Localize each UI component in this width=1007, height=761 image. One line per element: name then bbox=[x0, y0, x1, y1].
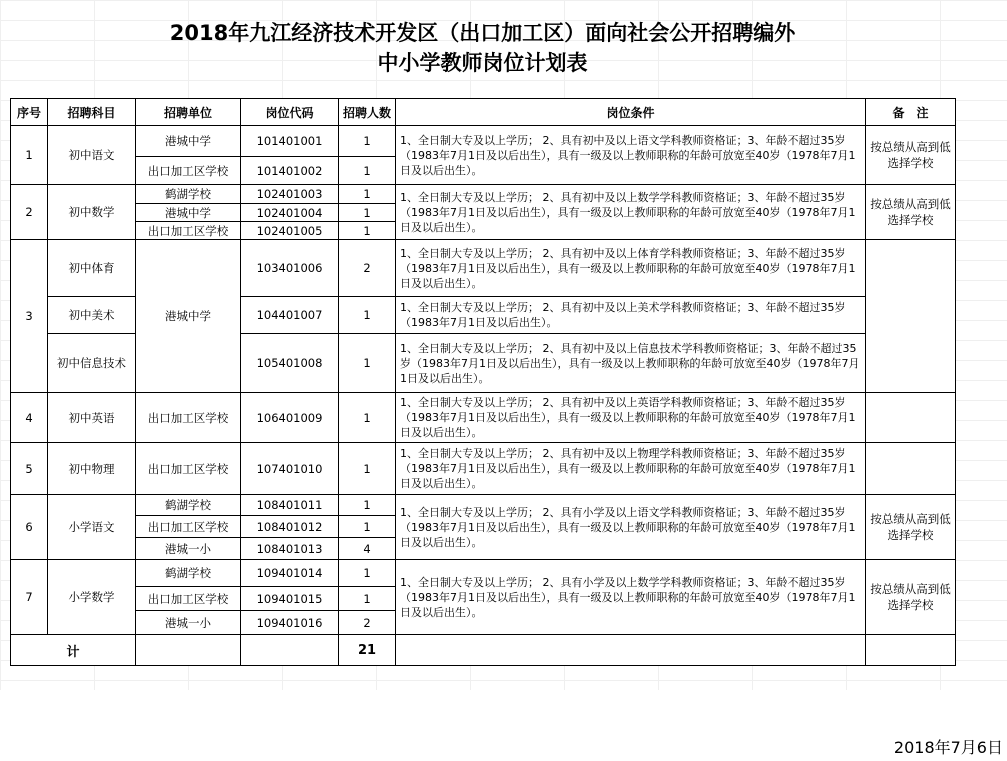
unit-cell: 港城中学 bbox=[136, 126, 241, 157]
unit-cell: 港城一小 bbox=[136, 538, 241, 560]
count-cell: 1 bbox=[339, 587, 396, 611]
unit-cell: 出口加工区学校 bbox=[136, 516, 241, 538]
condition-cell: 1、全日制大专及以上学历； 2、具有小学及以上数学学科教师资格证；3、年龄不超过35岁（1983年7月1日及以后出生），具有一级及以上教师职称的年龄可放宽至40岁（1978年7月1日及以后出生）。 bbox=[396, 560, 866, 635]
table-row bbox=[11, 126, 956, 157]
table-row bbox=[11, 185, 956, 204]
condition-cell: 1、全日制大专及以上学历； 2、具有初中及以上物理学科教师资格证；3、年龄不超过35岁（1983年7月1日及以后出生），具有一级及以上教师职称的年龄可放宽至40岁（1978年7月1日及以后出生）。 bbox=[396, 443, 866, 495]
code-cell: 104401007 bbox=[241, 297, 339, 334]
unit-cell: 港城中学 bbox=[136, 240, 241, 393]
unit-cell: 出口加工区学校 bbox=[136, 587, 241, 611]
condition-cell: 1、全日制大专及以上学历； 2、具有初中及以上英语学科教师资格证；3、年龄不超过35岁（1983年7月1日及以后出生），具有一级及以上教师职称的年龄可放宽至40岁（1978年7月1日及以后出生）。 bbox=[396, 393, 866, 443]
subject-cell: 小学数学 bbox=[48, 560, 136, 635]
code-cell: 108401012 bbox=[241, 516, 339, 538]
recruitment-table bbox=[10, 98, 956, 666]
count-cell: 1 bbox=[339, 443, 396, 495]
table-row bbox=[11, 393, 956, 443]
page-title bbox=[10, 18, 955, 78]
code-cell: 106401009 bbox=[241, 393, 339, 443]
unit-cell: 港城一小 bbox=[136, 611, 241, 635]
unit-cell: 出口加工区学校 bbox=[136, 222, 241, 240]
unit-cell: 出口加工区学校 bbox=[136, 393, 241, 443]
count-cell: 1 bbox=[339, 126, 396, 157]
table-row bbox=[11, 560, 956, 587]
condition-cell: 1、全日制大专及以上学历； 2、具有初中及以上体育学科教师资格证；3、年龄不超过35岁（1983年7月1日及以后出生），具有一级及以上教师职称的年龄可放宽至40岁（1978年7月1日及以后出生）。 bbox=[396, 240, 866, 297]
subject-cell: 初中语文 bbox=[48, 126, 136, 185]
note-cell-empty bbox=[866, 443, 956, 495]
title-line-1: 2018年九江经济技术开发区（出口加工区）面向社会公开招聘编外 bbox=[169, 21, 796, 45]
count-cell: 1 bbox=[339, 157, 396, 185]
seq-cell: 3 bbox=[11, 240, 48, 393]
count-cell: 4 bbox=[339, 538, 396, 560]
seq-cell: 7 bbox=[11, 560, 48, 635]
total-empty-unit bbox=[136, 635, 241, 666]
code-cell: 101401001 bbox=[241, 126, 339, 157]
subject-cell: 初中数学 bbox=[48, 185, 136, 240]
total-label: 计 bbox=[11, 635, 136, 666]
count-cell: 2 bbox=[339, 611, 396, 635]
count-cell: 1 bbox=[339, 204, 396, 222]
total-empty-note bbox=[866, 635, 956, 666]
condition-cell: 1、全日制大专及以上学历； 2、具有初中及以上语文学科教师资格证；3、年龄不超过35岁（1983年7月1日及以后出生），具有一级及以上教师职称的年龄可放宽至40岁（1978年7月1日及以后出生）。 bbox=[396, 126, 866, 185]
count-cell: 1 bbox=[339, 393, 396, 443]
seq-cell: 1 bbox=[11, 126, 48, 185]
header-subject: 招聘科目 bbox=[48, 99, 136, 126]
total-empty-code bbox=[241, 635, 339, 666]
total-row bbox=[11, 635, 956, 666]
total-count: 21 bbox=[339, 635, 396, 666]
count-cell: 1 bbox=[339, 334, 396, 393]
unit-cell: 出口加工区学校 bbox=[136, 443, 241, 495]
code-cell: 108401011 bbox=[241, 495, 339, 516]
code-cell: 109401016 bbox=[241, 611, 339, 635]
code-cell: 102401004 bbox=[241, 204, 339, 222]
code-cell: 108401013 bbox=[241, 538, 339, 560]
unit-cell: 鹤湖学校 bbox=[136, 560, 241, 587]
unit-cell: 出口加工区学校 bbox=[136, 157, 241, 185]
header-seq: 序号 bbox=[11, 99, 48, 126]
header-unit: 招聘单位 bbox=[136, 99, 241, 126]
condition-cell: 1、全日制大专及以上学历； 2、具有初中及以上美术学科教师资格证；3、年龄不超过35岁（1983年7月1日及以后出生）。 bbox=[396, 297, 866, 334]
table-row bbox=[11, 495, 956, 516]
seq-cell: 2 bbox=[11, 185, 48, 240]
code-cell: 109401015 bbox=[241, 587, 339, 611]
code-cell: 102401005 bbox=[241, 222, 339, 240]
count-cell: 1 bbox=[339, 516, 396, 538]
subject-cell: 初中物理 bbox=[48, 443, 136, 495]
note-cell-empty bbox=[866, 393, 956, 443]
code-cell: 103401006 bbox=[241, 240, 339, 297]
unit-cell: 鹤湖学校 bbox=[136, 185, 241, 204]
header-code: 岗位代码 bbox=[241, 99, 339, 126]
subject-cell: 初中信息技术 bbox=[48, 334, 136, 393]
note-cell: 按总绩从高到低选择学校 bbox=[866, 560, 956, 635]
code-cell: 107401010 bbox=[241, 443, 339, 495]
note-cell: 按总绩从高到低选择学校 bbox=[866, 126, 956, 185]
condition-cell: 1、全日制大专及以上学历； 2、具有小学及以上语文学科教师资格证；3、年龄不超过35岁（1983年7月1日及以后出生），具有一级及以上教师职称的年龄可放宽至40岁（1978年7月1日及以后出生）。 bbox=[396, 495, 866, 560]
count-cell: 1 bbox=[339, 185, 396, 204]
subject-cell: 小学语文 bbox=[48, 495, 136, 560]
title-line-2: 中小学教师岗位计划表 bbox=[377, 51, 588, 75]
subject-cell: 初中英语 bbox=[48, 393, 136, 443]
unit-cell: 港城中学 bbox=[136, 204, 241, 222]
document-date: 2018年7月6日 bbox=[893, 738, 1003, 757]
code-cell: 102401003 bbox=[241, 185, 339, 204]
condition-cell: 1、全日制大专及以上学历； 2、具有初中及以上信息技术学科教师资格证；3、年龄不超过35岁（1983年7月1日及以后出生），具有一级及以上教师职称的年龄可放宽至40岁（1978年7月1日及以后出生）。 bbox=[396, 334, 866, 393]
unit-cell: 鹤湖学校 bbox=[136, 495, 241, 516]
header-row bbox=[11, 99, 956, 126]
code-cell: 109401014 bbox=[241, 560, 339, 587]
seq-cell: 6 bbox=[11, 495, 48, 560]
count-cell: 1 bbox=[339, 297, 396, 334]
table-row bbox=[11, 443, 956, 495]
note-cell-empty bbox=[866, 240, 956, 393]
code-cell: 101401002 bbox=[241, 157, 339, 185]
count-cell: 1 bbox=[339, 222, 396, 240]
total-empty-condition bbox=[396, 635, 866, 666]
header-count: 招聘人数 bbox=[339, 99, 396, 126]
note-cell: 按总绩从高到低选择学校 bbox=[866, 495, 956, 560]
header-condition: 岗位条件 bbox=[396, 99, 866, 126]
condition-cell: 1、全日制大专及以上学历； 2、具有初中及以上数学学科教师资格证；3、年龄不超过35岁（1983年7月1日及以后出生），具有一级及以上教师职称的年龄可放宽至40岁（1978年7月1日及以后出生）。 bbox=[396, 185, 866, 240]
table-row bbox=[11, 240, 956, 297]
subject-cell: 初中体育 bbox=[48, 240, 136, 297]
subject-cell: 初中美术 bbox=[48, 297, 136, 334]
note-cell: 按总绩从高到低选择学校 bbox=[866, 185, 956, 240]
count-cell: 1 bbox=[339, 560, 396, 587]
count-cell: 1 bbox=[339, 495, 396, 516]
seq-cell: 4 bbox=[11, 393, 48, 443]
code-cell: 105401008 bbox=[241, 334, 339, 393]
header-note: 备 注 bbox=[866, 99, 956, 126]
seq-cell: 5 bbox=[11, 443, 48, 495]
count-cell: 2 bbox=[339, 240, 396, 297]
